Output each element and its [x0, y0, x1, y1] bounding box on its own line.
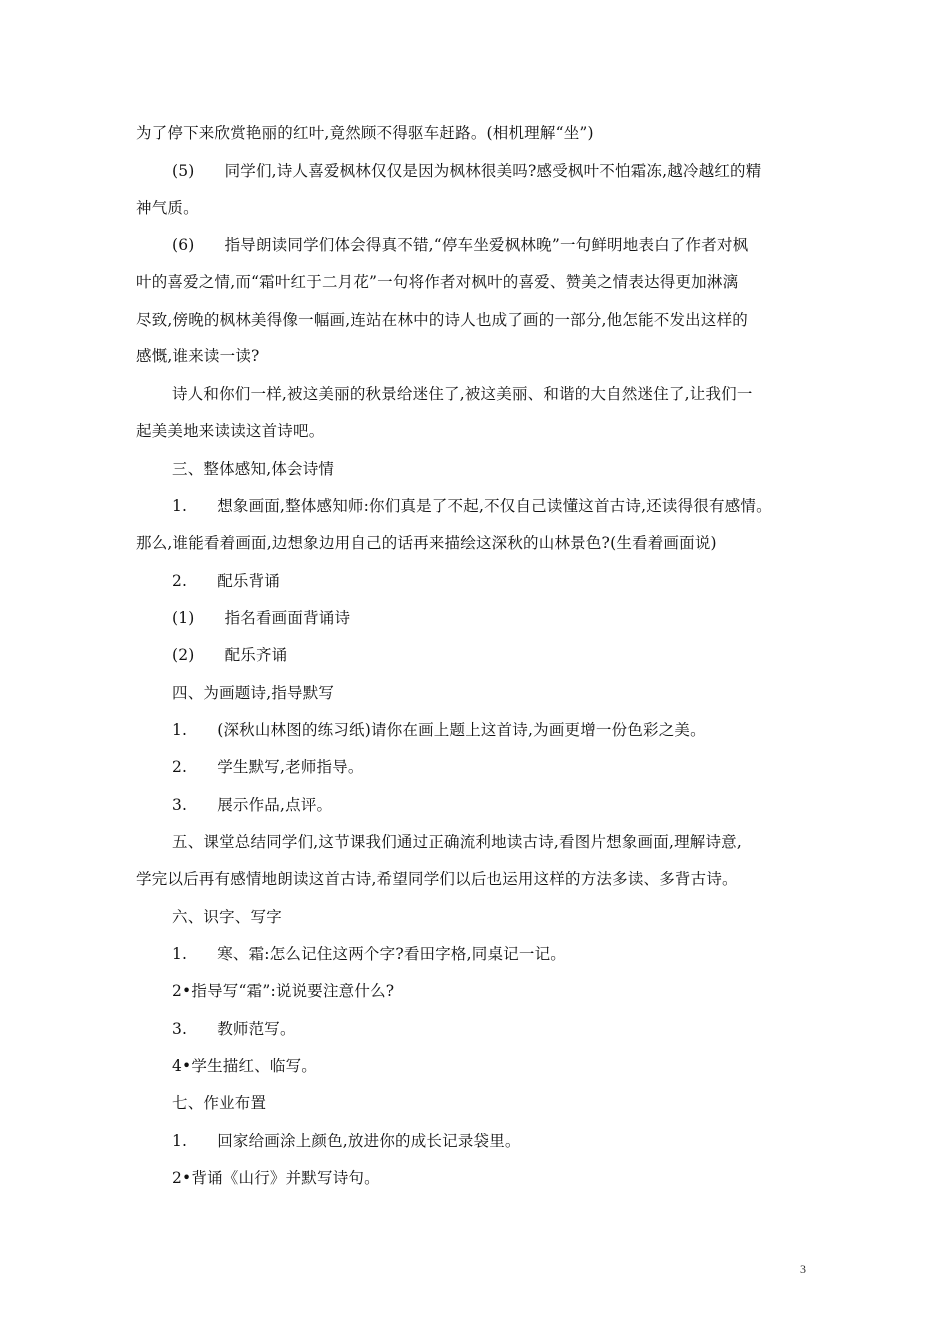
line-number: (1): [172, 609, 195, 627]
text-line: [172, 1131, 521, 1151]
line-text: 4•学生描红、临写。: [172, 1057, 318, 1075]
line-number: 1.: [172, 721, 188, 739]
line-text: 叶的喜爱之情,而“霜叶红于二月花”一句将作者对枫叶的喜爱、赞美之情表达得更加淋漓: [136, 273, 739, 291]
text-line: [172, 161, 761, 181]
line-text: 想象画面,整体感知师:你们真是了不起,不仅自己读懂这首古诗,还读得很有感情。: [217, 497, 772, 515]
line-number: 3.: [172, 796, 188, 814]
line-text: 神气质。: [136, 199, 199, 217]
line-text: 2•指导写“霜”:说说要注意什么?: [172, 982, 395, 1000]
line-text: 诗人和你们一样,被这美丽的秋景给迷住了,被这美丽、和谐的大自然迷住了,让我们一: [172, 385, 753, 403]
section-heading: [172, 832, 742, 852]
line-number: (6): [172, 236, 195, 254]
text-line: [136, 198, 199, 218]
line-text: 寒、霜:怎么记住这两个字?看田字格,同桌记一记。: [217, 945, 566, 963]
line-text: 为了停下来欣赏艳丽的红叶,竟然顾不得驱车赶路。(相机理解“坐”): [136, 124, 594, 142]
line-text: 五、课堂总结同学们,这节课我们通过正确流利地读古诗,看图片想象画面,理解诗意,: [172, 833, 743, 851]
line-text: 同学们,诗人喜爱枫林仅仅是因为枫林很美吗?感受枫叶不怕霜冻,越冷越红的精: [224, 162, 762, 180]
line-number: (5): [172, 162, 195, 180]
line-text: 指名看画面背诵诗: [224, 609, 351, 627]
section-heading: [172, 1093, 266, 1113]
line-number: 2.: [172, 572, 188, 590]
line-text: 教师范写。: [217, 1020, 296, 1038]
line-number: 1.: [172, 1132, 188, 1150]
line-text: 配乐背诵: [217, 572, 281, 590]
section-heading: [172, 907, 282, 927]
text-line: [172, 944, 566, 964]
section-heading: [172, 459, 334, 479]
text-line: [172, 795, 332, 815]
line-text: 感慨,谁来读一读?: [136, 347, 260, 365]
text-line: [172, 496, 772, 516]
line-text: 七、作业布置: [172, 1094, 267, 1112]
text-line: [172, 235, 748, 255]
text-line: [172, 981, 394, 1001]
line-number: 1.: [172, 497, 188, 515]
line-text: 配乐齐诵: [224, 646, 288, 664]
line-text: 回家给画涂上颜色,放进你的成长记录袋里。: [217, 1132, 521, 1150]
page-number: 3: [800, 1262, 806, 1276]
text-line: [172, 720, 706, 740]
text-line: [136, 533, 717, 553]
text-line: [136, 272, 738, 292]
line-number: 3.: [172, 1020, 188, 1038]
line-text: 起美美地来读读这首诗吧。: [136, 422, 325, 440]
text-line: [172, 608, 350, 628]
line-number: 1.: [172, 945, 188, 963]
text-line: [172, 1168, 380, 1188]
line-number: (2): [172, 646, 195, 664]
text-line: [136, 421, 324, 441]
line-text: 2•背诵《山行》并默写诗句。: [172, 1169, 380, 1187]
section-heading: [172, 683, 334, 703]
text-line: [172, 757, 364, 777]
line-text: 展示作品,点评。: [217, 796, 333, 814]
line-text: 学完以后再有感情地朗读这首古诗,希望同学们以后也运用这样的方法多读、多背古诗。: [136, 870, 738, 888]
text-line: [172, 1056, 317, 1076]
line-text: 四、为画题诗,指导默写: [172, 684, 335, 702]
line-text: 六、识字、写字: [172, 908, 282, 926]
text-line: [172, 571, 280, 591]
text-line: [136, 123, 594, 143]
text-line: [136, 310, 748, 330]
line-text: (深秋山林图的练习纸)请你在画上题上这首诗,为画更增一份色彩之美。: [217, 721, 706, 739]
line-text: 尽致,傍晚的枫林美得像一幅画,连站在林中的诗人也成了画的一部分,他怎能不发出这样的: [136, 311, 748, 329]
text-line: [172, 384, 753, 404]
text-line: [136, 346, 260, 366]
line-text: 那么,谁能看着画面,边想象边用自己的话再来描绘这深秋的山林景色?(生看着画面说): [136, 534, 717, 552]
line-number: 2.: [172, 758, 188, 776]
text-line: [172, 645, 287, 665]
line-text: 指导朗读同学们体会得真不错,“停车坐爱枫林晚”一句鲜明地表白了作者对枫: [224, 236, 749, 254]
line-text: 三、整体感知,体会诗情: [172, 460, 335, 478]
line-text: 学生默写,老师指导。: [217, 758, 364, 776]
text-line: [172, 1019, 296, 1039]
text-line: [136, 869, 738, 889]
